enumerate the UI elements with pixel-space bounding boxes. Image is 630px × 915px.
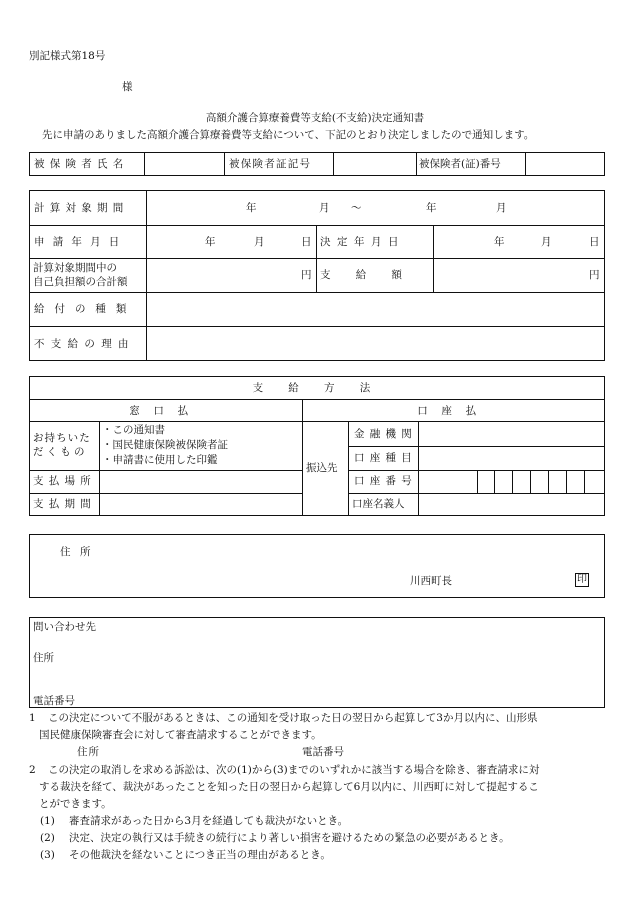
decided-date-label: 決定年月日 bbox=[320, 236, 406, 248]
period-to-month: 月 bbox=[496, 202, 507, 214]
transfer-label: 振込先 bbox=[306, 462, 338, 474]
bank-label: 金融機関 bbox=[354, 428, 417, 440]
bring-label-line1: お持ちいた bbox=[33, 432, 91, 444]
addressee-suffix: 様 bbox=[122, 81, 133, 93]
contact-title: 問い合わせ先 bbox=[33, 621, 96, 633]
bring-label-line2: だくもの bbox=[33, 446, 88, 458]
benefit-type-label: 給付の種類 bbox=[34, 303, 137, 315]
decided-year: 年 bbox=[494, 236, 505, 248]
issuer-box bbox=[29, 534, 605, 598]
copay-label-line1: 計算対象期間中の bbox=[33, 262, 117, 274]
contact-address-label: 住所 bbox=[33, 652, 54, 664]
note-2-line1: この決定の取消しを求める訴訟は、次の(1)から(3)までのいずれかに該当する場合を除き、審査請求に対 bbox=[48, 764, 540, 776]
copay-label-line2: 自己負担額の合計額 bbox=[33, 276, 128, 288]
applied-date-label: 申請年月日 bbox=[34, 236, 128, 248]
bring-item: ・国民健康保険被保険者証 bbox=[102, 439, 228, 451]
form-number: 別記様式第18号 bbox=[29, 50, 106, 62]
period-to-year: 年 bbox=[426, 202, 437, 214]
note-2-line3: とができます。 bbox=[39, 798, 112, 810]
seal-mark: 印 bbox=[577, 574, 587, 585]
decided-month: 月 bbox=[541, 236, 552, 248]
mayor-name: 川西町長 bbox=[410, 575, 452, 587]
insured-number-label: 被保険者(証)番号 bbox=[419, 158, 501, 170]
note-2-line2: する裁決を経て、裁決があったことを知った日の翌日から起算して6月以内に、川西町に対して提起するこ bbox=[39, 781, 539, 793]
account-number-label: 口座番号 bbox=[354, 475, 417, 487]
payment-amount-label: 支給額 bbox=[320, 269, 428, 281]
note-item-number: (3) bbox=[40, 849, 55, 861]
applied-day: 日 bbox=[301, 236, 312, 248]
note-1-phone: 電話番号 bbox=[302, 746, 344, 758]
note-1-address: 住所 bbox=[77, 746, 101, 758]
note-item-text: その他裁決を経ないことにつき正当の理由があるとき。 bbox=[69, 849, 331, 861]
bring-item: ・この通知書 bbox=[102, 424, 165, 436]
issuer-address-label: 住所 bbox=[60, 546, 100, 558]
period-from-year: 年 bbox=[246, 202, 257, 214]
non-payment-reason-label: 不支給の理由 bbox=[34, 338, 135, 350]
payment-place-label: 支払場所 bbox=[33, 475, 96, 487]
account-holder-label: 口座名義人 bbox=[352, 498, 405, 510]
note-1-line1: この決定について不服があるときは、この通知を受け取った日の翌日から起算して3か月以内に、山形県 bbox=[48, 712, 538, 724]
account-payment-label: 口座払 bbox=[417, 405, 490, 417]
applied-month: 月 bbox=[254, 236, 265, 248]
bring-item: ・申請書に使用した印鑑 bbox=[102, 454, 218, 466]
insured-cert-label: 被保険者証記号 bbox=[229, 158, 312, 170]
note-item-text: 審査請求があった日から3月を経過しても裁決がないとき。 bbox=[69, 815, 349, 827]
counter-payment-label: 窓口払 bbox=[129, 405, 202, 417]
note-1-number: 1 bbox=[29, 712, 36, 724]
payment-period-label: 支払期間 bbox=[33, 498, 96, 510]
insured-name-label: 被保険者氏名 bbox=[34, 158, 129, 170]
copay-yen: 円 bbox=[301, 269, 312, 281]
account-type-label: 口座種目 bbox=[354, 452, 417, 464]
applied-year: 年 bbox=[205, 236, 216, 248]
document-title: 高額介護合算療養費等支給(不支給)決定通知書 bbox=[205, 112, 425, 124]
decided-day: 日 bbox=[589, 236, 600, 248]
note-item-number: (1) bbox=[40, 815, 55, 827]
period-label: 計算対象期間 bbox=[34, 202, 129, 214]
period-from-month: 月 bbox=[319, 202, 330, 214]
payment-method-title: 支給方法 bbox=[252, 382, 396, 394]
note-2-number: 2 bbox=[29, 764, 36, 776]
contact-box bbox=[29, 617, 605, 708]
note-item-number: (2) bbox=[40, 832, 55, 844]
intro-text: 先に申請のありました高額介護合算療養費等支給について、下記のとおり決定しましたので通知します。 bbox=[42, 129, 535, 141]
contact-phone-label: 電話番号 bbox=[33, 695, 75, 707]
note-1-line2: 国民健康保険審査会に対して審査請求することができます。 bbox=[39, 729, 322, 741]
period-tilde: 〜 bbox=[351, 202, 362, 214]
payment-yen: 円 bbox=[589, 269, 600, 281]
note-item-text: 決定、決定の執行又は手続きの続行により著しい損害を避けるための緊急の必要があるとき。 bbox=[69, 832, 510, 844]
